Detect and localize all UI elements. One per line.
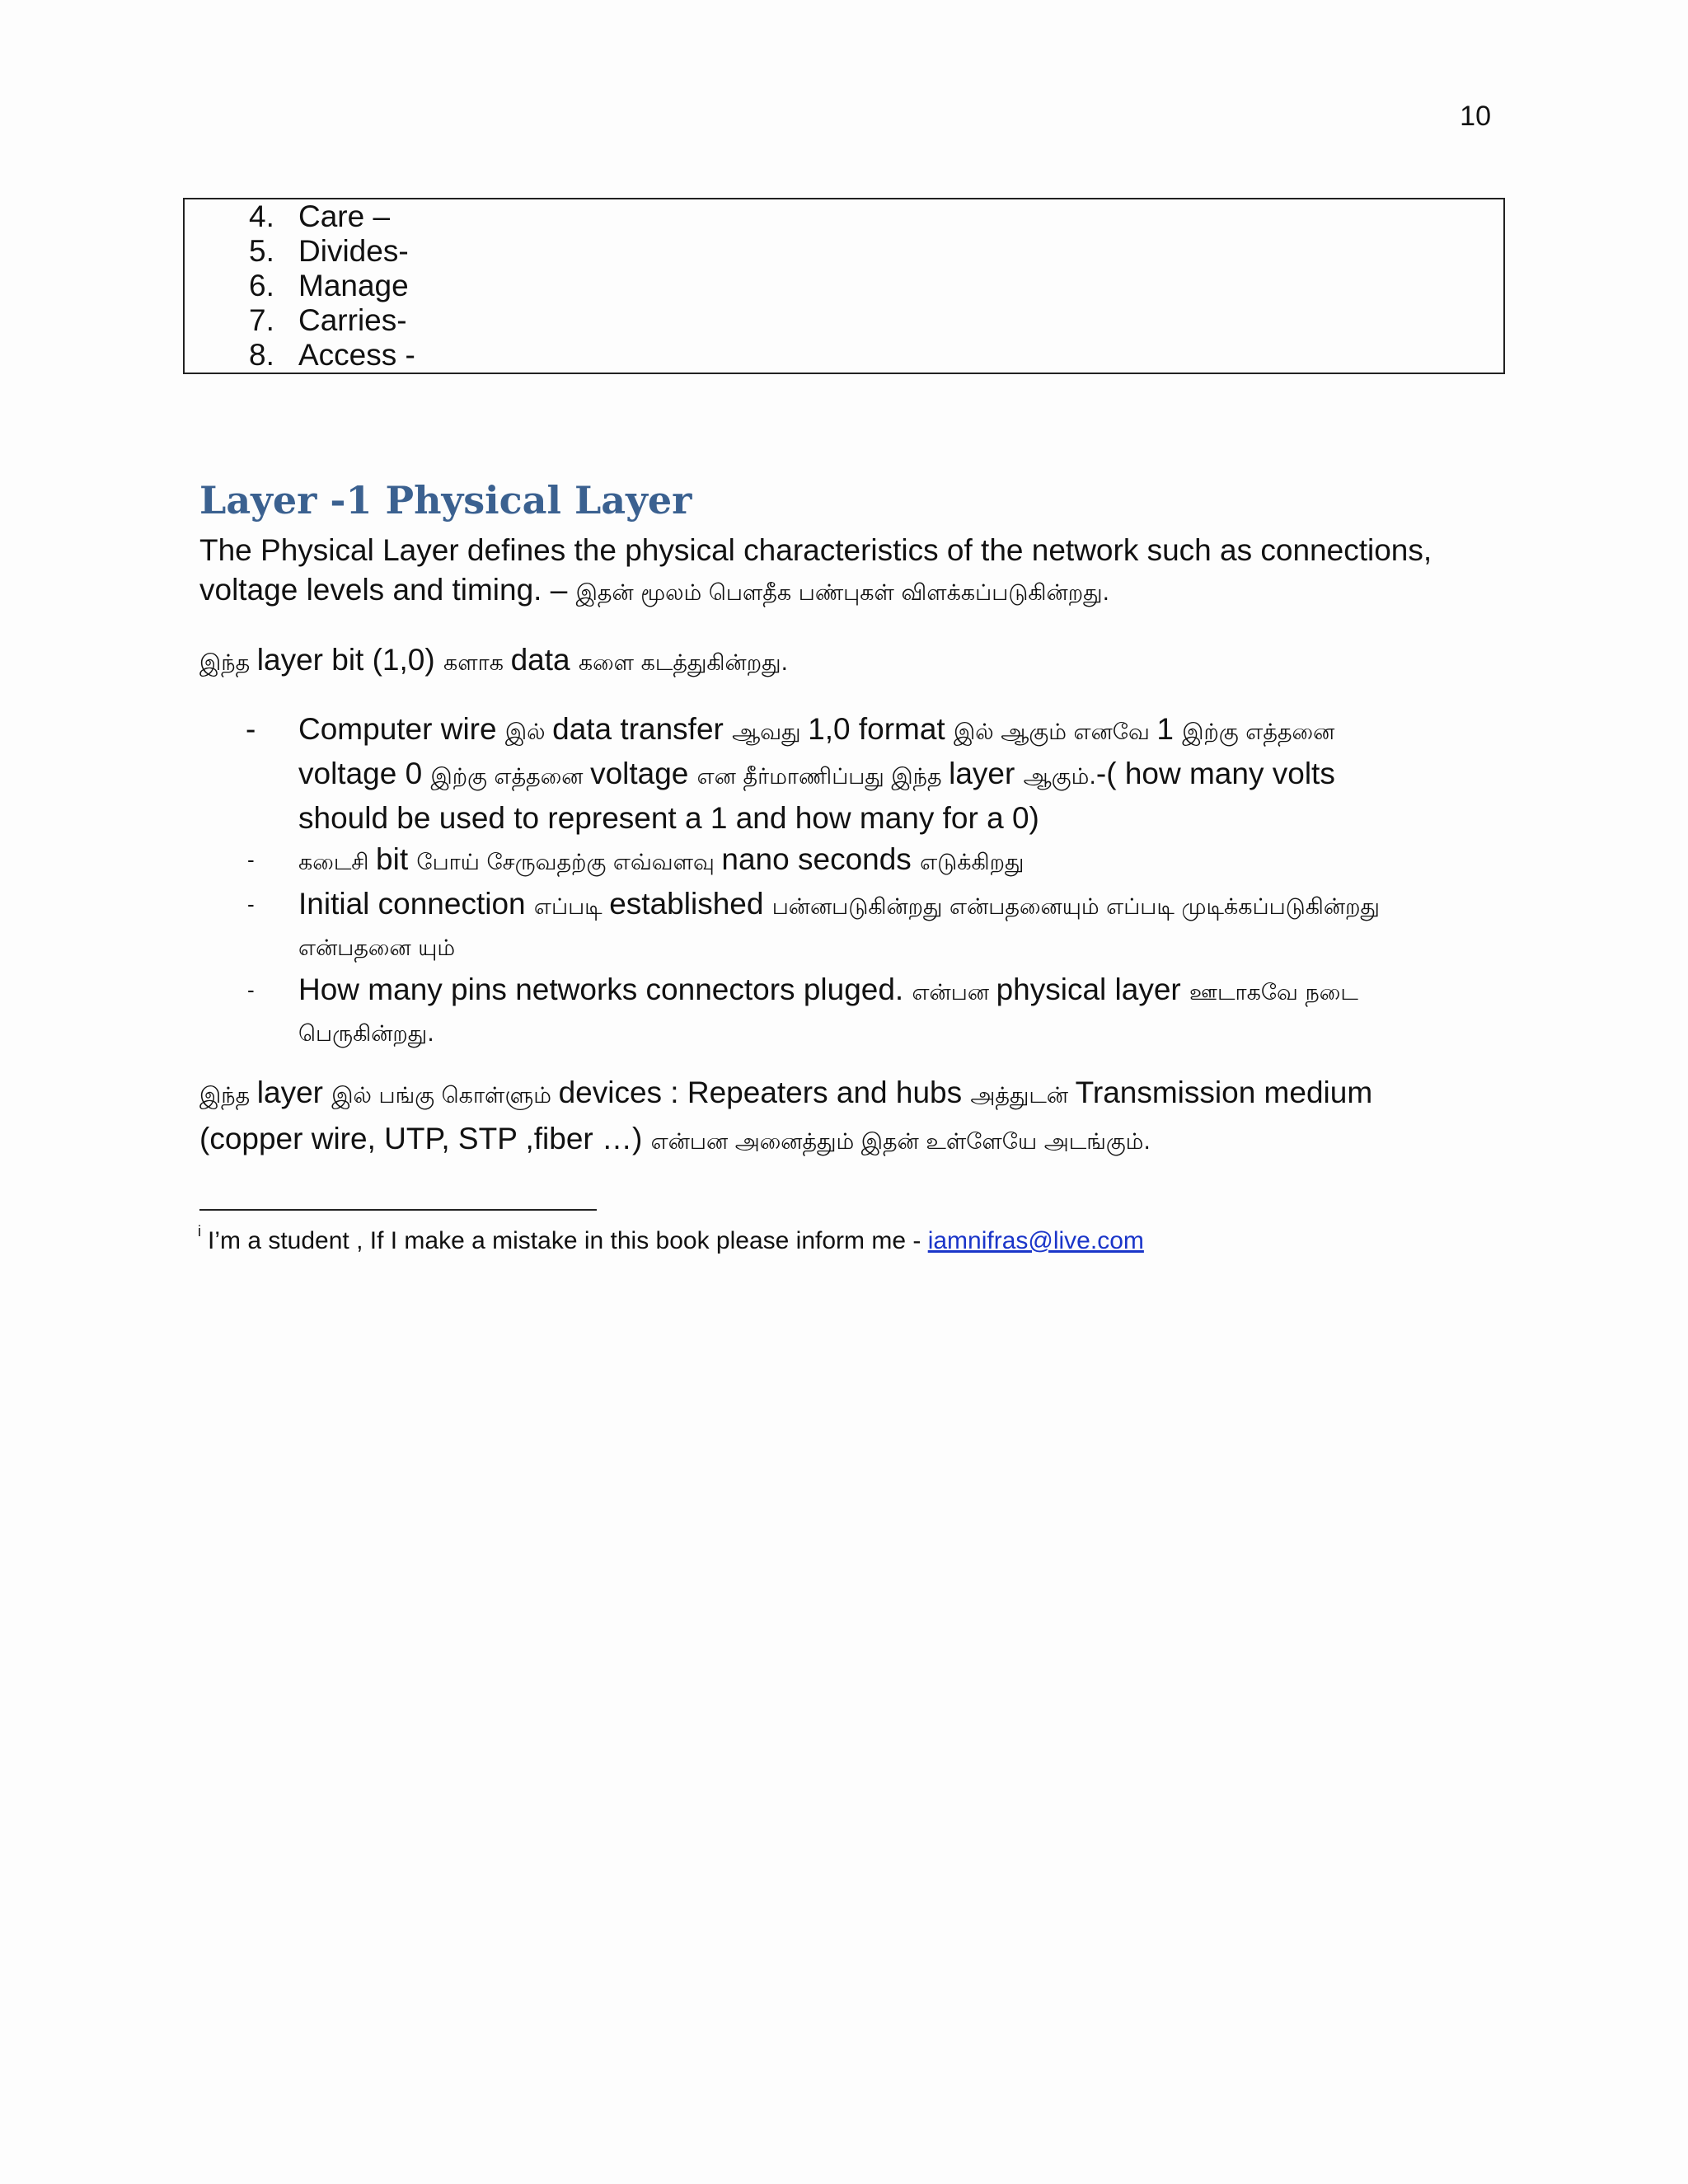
bullet-item: [199, 839, 1502, 883]
footnote-text: I’m a student , If I make a mistake in this book please inform me -: [208, 1227, 928, 1254]
page-number: 10: [1460, 101, 1491, 132]
text-en: voltage: [590, 757, 697, 790]
text-ta: என்பன அனைத்தும் இதன் உள்ளேயே அடங்கும்.: [650, 1129, 1151, 1155]
text-en: Computer wire: [298, 712, 505, 746]
list-number: 4.: [249, 199, 274, 233]
paragraph-line: [199, 1071, 1372, 1118]
text-ta: இற்கு எத்தனை: [430, 764, 591, 790]
list-text: Carries-: [298, 303, 407, 337]
text-ta: இல் ஆகும் எனவே: [953, 719, 1157, 745]
paragraph-line: [199, 640, 788, 683]
bullet-line: என்பதனை யும்: [298, 935, 456, 961]
intro-line-1: The Physical Layer defines the physical characteristics of the network such as connections,: [199, 533, 1432, 567]
text-en: layer bit (1,0): [256, 643, 443, 677]
list-text: Care –: [298, 199, 391, 233]
text-ta: கடைசி: [298, 850, 377, 875]
text-ta: களை கடத்துகின்றது.: [578, 650, 789, 676]
text-ta: இல் பங்கு கொள்ளும்: [331, 1083, 559, 1108]
intro-text-ta: இதன் மூலம் பௌதீக பண்புகள் விளக்கப்படுகின்றது.: [575, 580, 1110, 606]
text-ta: பன்னபடுகின்றது என்பதனையும் எப்படி முடிக்கப்படுகின்றது: [771, 894, 1380, 920]
bullet-dash: -: [247, 892, 255, 916]
bit-transfer-paragraph: [199, 640, 788, 683]
bullet-line: பெருகின்றது.: [298, 1021, 434, 1047]
text-en: How many pins networks connectors pluged.: [298, 972, 912, 1006]
list-text: Manage: [298, 269, 409, 302]
text-en: physical layer: [996, 972, 1190, 1006]
list-number: 7.: [249, 303, 274, 337]
bullet-item: [199, 709, 1502, 839]
intro-paragraph: [199, 531, 1432, 613]
footnote: [198, 1223, 1144, 1255]
text-en: layer: [256, 1076, 332, 1109]
list-number: 5.: [249, 234, 274, 268]
bullet-line: [298, 709, 1502, 753]
devices-paragraph: [199, 1071, 1372, 1164]
text-en: (copper wire, UTP, STP ,fiber …): [199, 1122, 651, 1155]
text-ta: ஊடாகவே நடை: [1189, 980, 1358, 1005]
text-en: devices : Repeaters and hubs: [558, 1076, 971, 1109]
bullet-dash: -: [247, 977, 255, 1002]
text-en: nano seconds: [721, 842, 921, 876]
bullet-item: [199, 883, 1502, 969]
email-link[interactable]: iamnifras@live.com: [927, 1227, 1144, 1254]
text-en: -( how many volts: [1095, 757, 1335, 790]
list-number: 8.: [249, 338, 274, 372]
text-ta: இற்கு எத்தனை: [1182, 719, 1335, 745]
text-en: data: [510, 643, 579, 677]
text-en: Initial connection: [298, 887, 534, 921]
intro-line-2: [199, 570, 1432, 613]
text-ta: எடுக்கிறது: [920, 850, 1025, 875]
text-en: 1: [1156, 712, 1183, 746]
bullet-dash: -: [246, 712, 256, 746]
list-number: 6.: [249, 269, 274, 302]
bullet-line: [298, 839, 1502, 883]
text-en: 1,0 format: [808, 712, 954, 746]
section-heading: Layer -1 Physical Layer: [199, 478, 692, 523]
text-en: Transmission medium: [1075, 1076, 1373, 1109]
text-en: layer: [949, 757, 1024, 790]
footnote-marker: i: [198, 1223, 201, 1240]
bullet-dash: -: [247, 847, 255, 872]
text-ta: என தீர்மாணிப்பது இந்த: [696, 764, 950, 790]
paragraph-line: [199, 1118, 1372, 1164]
list-text: Access -: [298, 338, 415, 372]
bullet-list: [199, 709, 1502, 1055]
text-ta: என்பன: [912, 980, 996, 1005]
text-en: established: [609, 887, 772, 921]
bullet-line: [298, 969, 1502, 1014]
text-ta: ஆகும்.: [1023, 764, 1096, 790]
intro-text-en: voltage levels and timing. –: [199, 573, 576, 607]
text-ta: களாக: [443, 650, 511, 676]
text-ta: போய் சேருவதற்கு எவ்வளவு: [416, 850, 722, 875]
bullet-line: should be used to represent a 1 and how many for a 0): [298, 801, 1039, 835]
bullet-item: [199, 969, 1502, 1055]
text-en: voltage 0: [298, 757, 431, 790]
footnote-divider: [199, 1209, 597, 1211]
text-en: bit: [376, 842, 417, 876]
continued-list-box: [183, 198, 1505, 374]
text-ta: இந்த: [199, 1083, 257, 1108]
text-ta: எப்படி: [533, 894, 610, 920]
text-ta: இல்: [504, 719, 553, 745]
list-text: Divides-: [298, 234, 409, 268]
bullet-line: [298, 883, 1502, 928]
text-ta: அத்துடன்: [970, 1083, 1076, 1108]
text-ta: இந்த: [199, 650, 257, 676]
bullet-line: [298, 753, 1502, 798]
text-en: data transfer: [552, 712, 733, 746]
text-ta: ஆவது: [732, 719, 809, 745]
